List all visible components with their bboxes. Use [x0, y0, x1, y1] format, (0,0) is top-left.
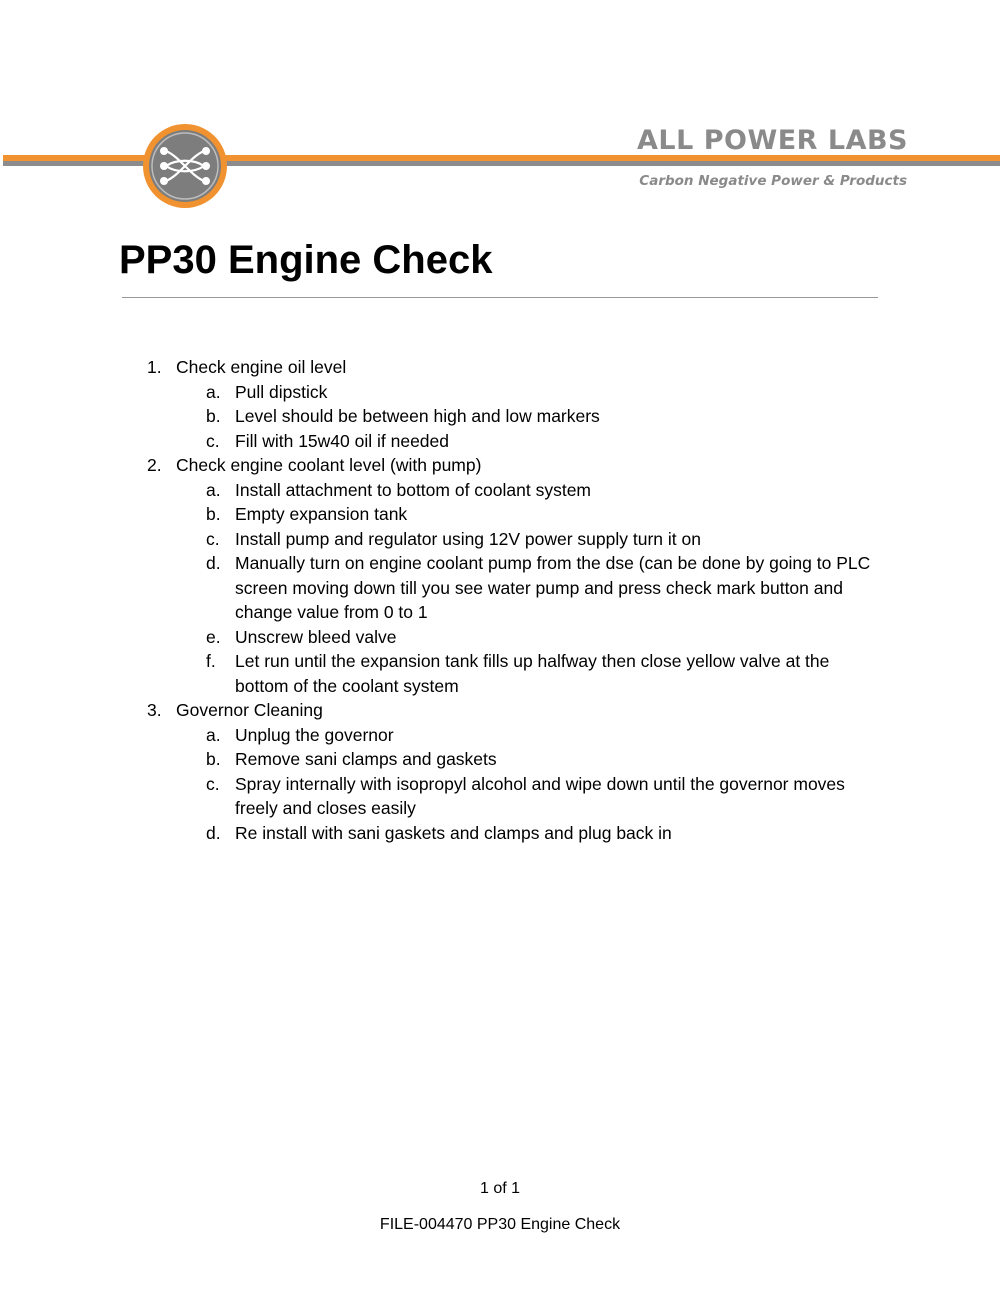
- substep-letter: b.: [206, 504, 221, 524]
- file-label: FILE-004470 PP30 Engine Check: [379, 1216, 621, 1233]
- substep-text: Install pump and regulator using 12V power supply turn it on: [235, 528, 701, 549]
- substep-letter: a.: [206, 724, 221, 745]
- substep-letter: d.: [206, 822, 221, 843]
- step-number: 3.: [147, 700, 162, 720]
- brand-tagline: Carbon Negative Power & Products: [639, 173, 907, 189]
- substep: [0, 380, 1000, 405]
- step-number: 2.: [147, 455, 162, 475]
- step-text: Check engine oil level: [176, 357, 347, 377]
- substep: [0, 478, 1000, 503]
- substep-text: Install attachment to bottom of coolant system: [235, 479, 592, 500]
- substep: [0, 502, 1000, 527]
- substep-letter: b.: [206, 749, 221, 769]
- substep-list: [0, 478, 1000, 699]
- substep-text: Spray internally with isopropyl alcohol and wipe down until the governor moves freely and closes easily: [235, 773, 845, 818]
- substep-letter: c.: [206, 528, 220, 549]
- procedure-list: [0, 355, 1000, 845]
- step-number: 1.: [147, 357, 162, 377]
- substep-text: Level should be between high and low markers: [235, 406, 600, 426]
- substep-text: Re install with sani gaskets and clamps and plug back in: [235, 822, 672, 843]
- brand-name: ALL POWER LABS: [637, 125, 908, 156]
- substep-letter: a.: [206, 381, 221, 402]
- step-text: Check engine coolant level (with pump): [176, 455, 482, 475]
- substep: [0, 551, 1000, 625]
- substep: [0, 429, 1000, 454]
- substep: [0, 772, 1000, 821]
- substep-letter: d.: [206, 553, 221, 573]
- substep-list: [0, 723, 1000, 846]
- procedure-step: [0, 355, 1000, 453]
- substep-text: Remove sani clamps and gaskets: [235, 749, 497, 769]
- substep-letter: b.: [206, 406, 221, 426]
- substep-text: Fill with 15w40 oil if needed: [235, 430, 450, 451]
- substep-text: Empty expansion tank: [235, 504, 408, 524]
- step-text: Governor Cleaning: [176, 700, 323, 720]
- page-number: 1 of 1: [479, 1180, 521, 1197]
- document-title: PP30 Engine Check: [119, 238, 493, 282]
- substep-text: Unscrew bleed valve: [235, 626, 397, 647]
- substep-text: Let run until the expansion tank fills up halfway then close yellow valve at the bottom of the coolant system: [235, 651, 830, 696]
- substep: [0, 723, 1000, 748]
- substep-text: Pull dipstick: [235, 381, 328, 402]
- substep: [0, 404, 1000, 429]
- all-power-labs-logo-icon: [140, 121, 230, 211]
- procedure-step: [0, 453, 1000, 698]
- substep: [0, 649, 1000, 698]
- substep-letter: a.: [206, 479, 221, 500]
- substep-letter: f.: [206, 651, 216, 671]
- substep: [0, 747, 1000, 772]
- substep-letter: e.: [206, 626, 221, 647]
- substep: [0, 625, 1000, 650]
- substep-list: [0, 380, 1000, 454]
- substep: [0, 821, 1000, 846]
- substep-text: Manually turn on engine coolant pump from the dse (can be done by going to PLC screen moving down till you see water pump and press check mark button and change value from 0 to 1: [235, 553, 871, 622]
- procedure-step: [0, 698, 1000, 845]
- title-divider: [122, 297, 878, 298]
- substep: [0, 527, 1000, 552]
- substep-text: Unplug the governor: [235, 724, 394, 745]
- substep-letter: c.: [206, 430, 220, 451]
- substep-letter: c.: [206, 773, 220, 794]
